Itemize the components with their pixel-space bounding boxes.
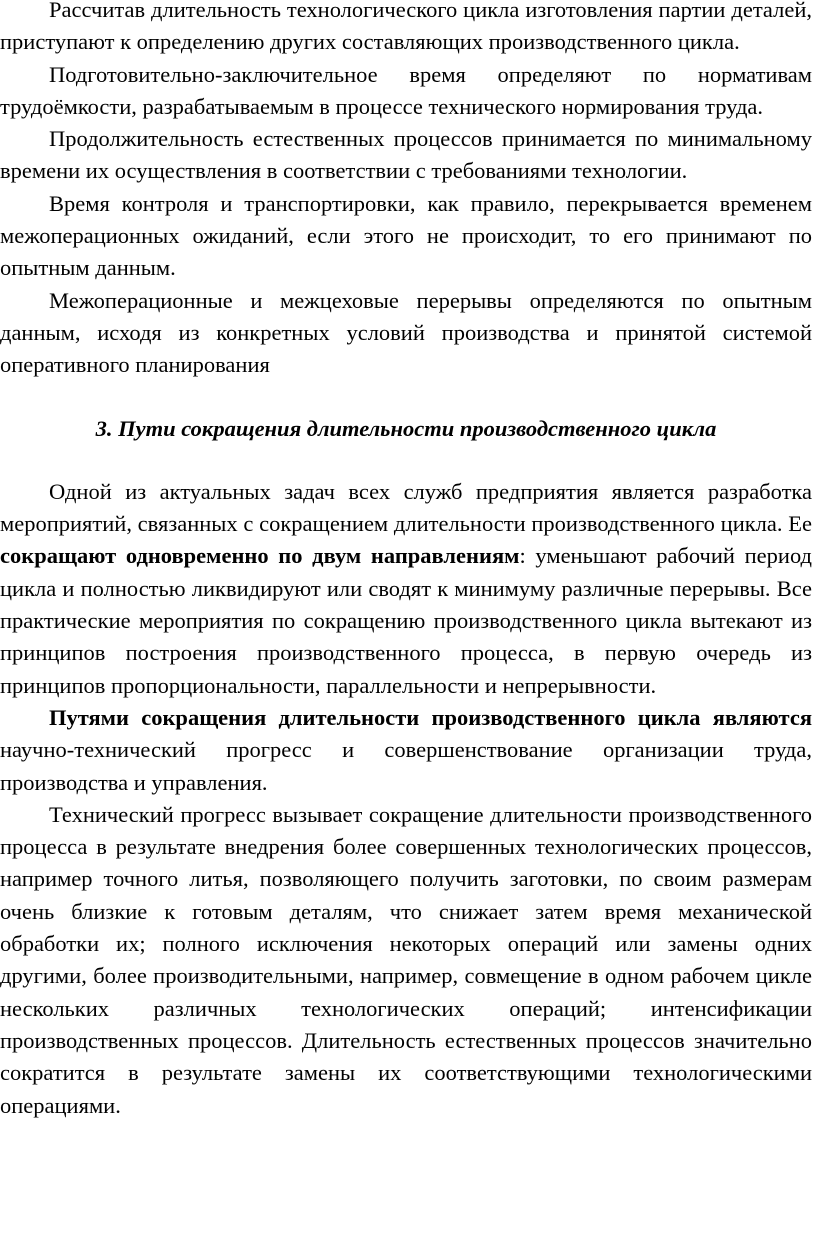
paragraph-tasks-bold: сокращают одновременно по двум направлениям xyxy=(0,543,520,569)
paragraph-control-transport: Время контроля и транспортировки, как правило, перекрывается временем межоперационных ожиданий, если этого не происходит, то его принимают по опытным данным. xyxy=(0,190,812,281)
paragraph-calculation: Рассчитав длительность технологического цикла изготовления партии деталей, приступают к определению других составляющих производственного цикла. xyxy=(0,0,812,55)
paragraph-interoperation-breaks: Межоперационные и межцеховые перерывы определяются по опытным данным, исходя из конкретных условий производства и принятой системой оперативного планирования xyxy=(0,287,812,378)
paragraph-preparatory-time: Подготовительно-заключительное время определяют по нормативам трудоёмкости, разрабатываемым в процессе технического нормирования труда. xyxy=(0,61,812,119)
paragraph-technical-progress: Технический прогресс вызывает сокращение длительности производственного процесса в результате внедрения более совершенных технологических процессов, например точного литья, позволяющего получить заготовки, по своим размерам очень близкие к готовым деталям, что снижает затем время механической обработки их; полного исключения некоторых операций или замены одних другими, более производительными, например, совмещение в одном рабочем цикле нескольких различных технологических операций; интенсификации производственных процессов. Длительность естественных процессов значительно сократится в результате замены их соответствующими технологическими операциями. xyxy=(0,801,812,1118)
paragraph-ways-text: научно-технический прогресс и совершенствование организации труда, производства и управления. xyxy=(0,737,812,795)
paragraph-ways xyxy=(0,702,812,799)
paragraph-tasks xyxy=(0,476,812,702)
paragraph-ways-bold: Путями сокращения длительности производственного цикла являются xyxy=(49,704,812,730)
section-heading: 3. Пути сокращения длительности производственного цикла xyxy=(95,415,717,441)
paragraph-tasks-text-1: Одной из актуальных задач всех служб предприятия является разработка мероприятий, связанных с сокращением длительности производственного цикла. Ее xyxy=(0,478,812,537)
paragraph-tasks-text-2: : уменьшают рабочий период цикла и полностью ликвидируют или сводят к минимуму различные перерывы. Все практические мероприятия по сокращению производственного цикла вытекают из принципов построения производственного процесса, в первую очередь из принципов пропорциональности, параллельности и непрерывности. xyxy=(0,543,812,698)
paragraph-natural-processes: Продолжительность естественных процессов принимается по минимальному времени их осуществления в соответствии с требованиями технологии. xyxy=(0,126,812,184)
